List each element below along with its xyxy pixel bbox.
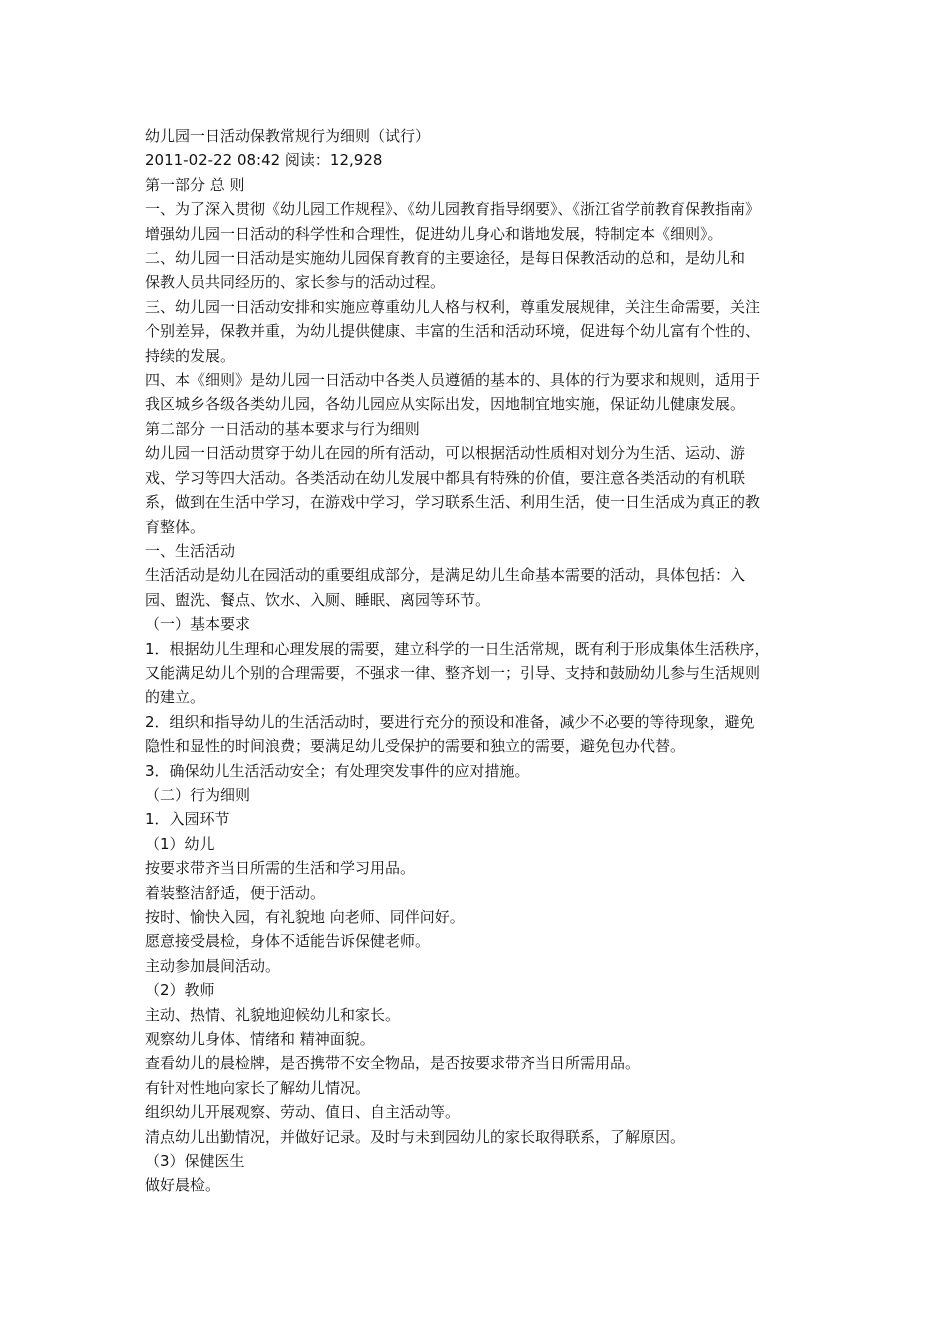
document-body	[145, 124, 817, 1198]
text-line: 愿意接受晨检，身体不适能告诉保健老师。	[145, 932, 431, 951]
text-line: 幼儿园一日活动贯穿于幼儿在园的所有活动，可以根据活动性质相对划分为生活、运动、游	[145, 444, 746, 463]
text-line: 一、为了深入贯彻《幼儿园工作规程》、《幼儿园教育指导纲要》、《浙江省学前教育保教指南》	[145, 200, 761, 219]
text-line: 按时、愉快入园，有礼貌地 向老师、同伴问好。	[145, 908, 465, 926]
text-line: 园、盥洗、餐点、饮水、入厕、睡眠、离园等环节。	[145, 590, 491, 609]
text-line: 1．入园环节	[145, 810, 230, 829]
text-line: 二、幼儿园一日活动是实施幼儿园保育教育的主要途径，是每日保教活动的总和，是幼儿和	[145, 249, 746, 268]
text-line: （3）保健医生	[145, 1152, 245, 1171]
text-line: 的建立。	[145, 688, 206, 707]
text-line: 第一部分 总 则	[145, 175, 245, 194]
text-line: 生活活动是幼儿在园活动的重要组成部分，是满足幼儿生命基本需要的活动，具体包括：入	[145, 566, 746, 585]
text-line: 戏、学习等四大活动。各类活动在幼儿发展中都具有特殊的价值，要注意各类活动的有机联	[145, 468, 746, 487]
text-line: 持续的发展。	[145, 346, 236, 365]
text-line: 做好晨检。	[145, 1176, 221, 1195]
text-line: 观察幼儿身体、情绪和 精神面貌。	[145, 1030, 375, 1049]
text-line: 清点幼儿出勤情况，并做好记录。及时与未到园幼儿的家长取得联系，了解原因。	[145, 1127, 686, 1146]
text-line: 2．组织和指导幼儿的生活活动时，要进行充分的预设和准备，减少不必要的等待现象，避免	[145, 712, 755, 731]
text-line: 着装整洁舒适，便于活动。	[145, 883, 326, 902]
text-line: 主动、热情、礼貌地迎候幼儿和家长。	[145, 1005, 401, 1024]
text-line: 育整体。	[145, 517, 206, 536]
text-line: 隐性和显性的时间浪费；要满足幼儿受保护的需要和独立的需要，避免包办代替。	[145, 737, 686, 756]
text-line: （1）幼儿	[145, 834, 215, 853]
text-line: 查看幼儿的晨检牌，是否携带不安全物品，是否按要求带齐当日所需用品。	[145, 1054, 641, 1073]
text-line: 又能满足幼儿个别的合理需要，不强求一律、整齐划一；引导、支持和鼓励幼儿参与生活规则	[145, 663, 761, 682]
text-line: （2）教师	[145, 981, 215, 1000]
text-line: 系，做到在生活中学习，在游戏中学习，学习联系生活、利用生活，使一日生活成为真正的教	[145, 493, 761, 512]
text-line: 一、生活活动	[145, 541, 236, 560]
text-line: 主动参加晨间活动。	[145, 956, 281, 975]
text-line: 3．确保幼儿生活活动安全；有处理突发事件的应对措施。	[145, 761, 530, 780]
post-meta: 2011-02-22 08:42 阅读：12,928	[145, 151, 383, 170]
text-line: 组织幼儿开展观察、劳动、值日、自主活动等。	[145, 1103, 461, 1122]
text-line: 个别差异，保教并重，为幼儿提供健康、丰富的生活和活动环境，促进每个幼儿富有个性的、	[145, 322, 761, 341]
text-line: 我区城乡各级各类幼儿园，各幼儿园应从实际出发，因地制宜地实施，保证幼儿健康发展。	[145, 395, 746, 414]
text-line: 四、本《细则》是幼儿园一日活动中各类人员遵循的基本的、具体的行为要求和规则，适用于	[145, 371, 761, 390]
text-line: （二）行为细则	[145, 785, 251, 804]
text-line: 按要求带齐当日所需的生活和学习用品。	[145, 859, 416, 878]
text-line: 三、幼儿园一日活动安排和实施应尊重幼儿人格与权利，尊重发展规律，关注生命需要，关注	[145, 297, 761, 316]
document-title: 幼儿园一日活动保教常规行为细则（试行）	[145, 127, 431, 145]
text-line: 增强幼儿园一日活动的科学性和合理性，促进幼儿身心和谐地发展，特制定本《细则》。	[145, 224, 723, 243]
text-line: 有针对性地向家长了解幼儿情况。	[145, 1078, 371, 1097]
text-line: 第二部分 一日活动的基本要求与行为细则	[145, 419, 420, 438]
text-line: 1．根据幼儿生理和心理发展的需要，建立科学的一日生活常规，既有利于形成集体生活秩序，	[145, 639, 770, 658]
text-line: （一）基本要求	[145, 615, 251, 634]
text-line: 保教人员共同经历的、家长参与的活动过程。	[145, 273, 446, 292]
